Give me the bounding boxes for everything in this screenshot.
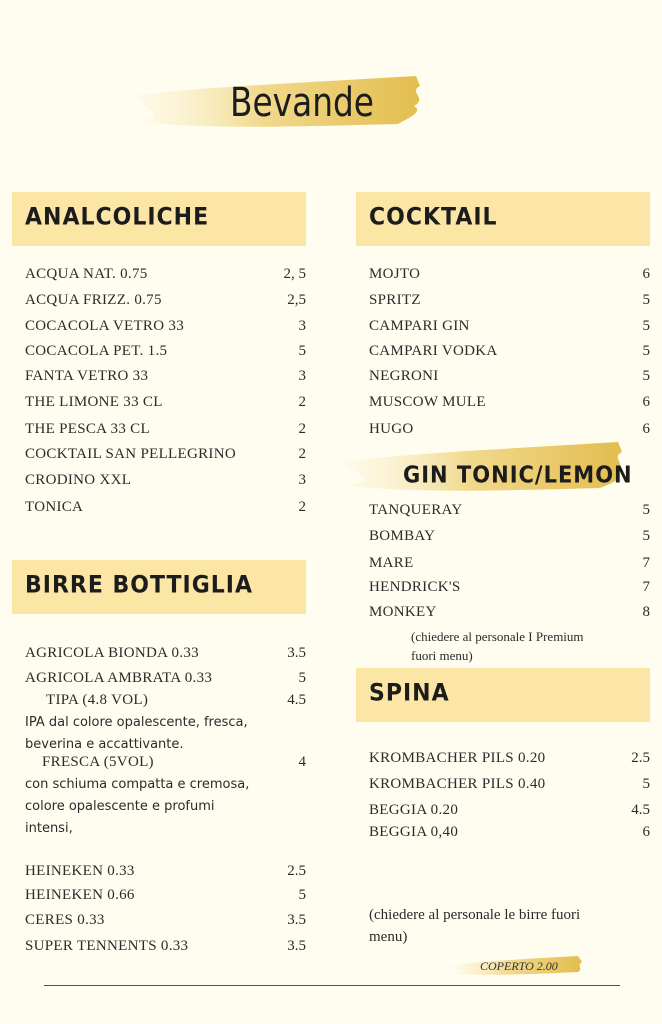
list-item: SUPER TENNENTS 0.33 <box>25 938 189 954</box>
item-price: 5 <box>298 670 306 686</box>
item-price: 2.5 <box>631 750 650 766</box>
gin-note: fuori menu) <box>411 648 473 663</box>
item-price: 5 <box>298 887 306 903</box>
list-item: MARE <box>369 555 414 571</box>
list-item: KROMBACHER PILS 0.40 <box>369 776 546 792</box>
item-price: 2.5 <box>287 863 306 879</box>
section-title-gin: GIN TONIC/LEMON <box>403 461 633 489</box>
item-price: 6 <box>642 824 650 840</box>
list-item: BEGGIA 0,40 <box>369 824 459 840</box>
item-description: intensi, <box>25 821 73 836</box>
item-price: 3.5 <box>287 938 306 954</box>
item-price: 3.5 <box>287 912 306 928</box>
item-price: 5 <box>642 502 650 518</box>
list-item: HEINEKEN 0.33 <box>25 863 135 879</box>
section-title-cocktail: COCKTAIL <box>369 203 498 232</box>
list-item: TANQUERAY <box>369 502 463 518</box>
page-title: Bevande <box>230 80 374 126</box>
spina-note <box>369 904 580 948</box>
list-item: NEGRONI <box>369 368 439 384</box>
list-item: THE PESCA 33 CL <box>25 421 150 437</box>
item-price: 5 <box>642 318 650 334</box>
list-item: TIPA (4.8 VOL) <box>46 692 149 708</box>
list-item: COCACOLA PET. 1.5 <box>25 343 168 359</box>
item-price: 5 <box>642 292 650 308</box>
list-item: KROMBACHER PILS 0.20 <box>369 750 546 766</box>
item-price: 3.5 <box>287 645 306 661</box>
list-item: HENDRICK'S <box>369 579 461 595</box>
item-price: 7 <box>642 555 650 571</box>
item-price: 6 <box>642 421 650 437</box>
list-item: BEGGIA 0.20 <box>369 802 459 818</box>
list-item: AGRICOLA AMBRATA 0.33 <box>25 670 213 686</box>
spina-note-line: (chiedere al personale le birre fuori <box>369 907 581 923</box>
item-price: 3 <box>298 472 306 488</box>
item-price: 2 <box>298 499 306 515</box>
list-item: MONKEY <box>369 604 437 620</box>
item-price: 7 <box>642 579 650 595</box>
list-item: MUSCOW MULE <box>369 394 486 410</box>
item-price: 2 <box>298 394 306 410</box>
bottom-divider <box>44 985 620 986</box>
item-price: 5 <box>642 343 650 359</box>
item-price: 5 <box>642 528 650 544</box>
list-item: CAMPARI GIN <box>369 318 470 334</box>
list-item: COCKTAIL SAN PELLEGRINO <box>25 446 236 462</box>
gin-note: (chiedere al personale I Premium <box>411 629 584 644</box>
item-price: 3 <box>298 368 306 384</box>
item-price: 5 <box>642 776 650 792</box>
item-price: 4 <box>298 754 306 770</box>
list-item: CERES 0.33 <box>25 912 105 928</box>
item-price: 8 <box>642 604 650 620</box>
item-description: con schiuma compatta e cremosa, <box>25 777 250 792</box>
list-item: FRESCA (5VOL) <box>42 754 154 770</box>
item-description: IPA dal colore opalescente, fresca, <box>25 715 248 730</box>
list-item: SPRITZ <box>369 292 421 308</box>
section-title-birre: BIRRE BOTTIGLIA <box>25 571 253 600</box>
spina-note-line: menu) <box>369 929 408 945</box>
coperto-label: COPERTO 2.00 <box>480 959 558 973</box>
item-price: 2 <box>298 421 306 437</box>
item-description: colore opalescente e profumi <box>25 799 215 814</box>
item-price: 5 <box>642 368 650 384</box>
list-item: ACQUA NAT. 0.75 <box>25 266 148 282</box>
section-title-spina: SPINA <box>369 679 450 708</box>
item-description: beverina e accattivante. <box>25 737 184 752</box>
item-price: 2, 5 <box>283 266 306 282</box>
item-price: 2 <box>298 446 306 462</box>
list-item: BOMBAY <box>369 528 436 544</box>
list-item: TONICA <box>25 499 84 515</box>
list-item: THE LIMONE 33 CL <box>25 394 163 410</box>
list-item: HEINEKEN 0.66 <box>25 887 135 903</box>
item-price: 5 <box>298 343 306 359</box>
list-item: ACQUA FRIZZ. 0.75 <box>25 292 162 308</box>
section-title-analcoliche: ANALCOLICHE <box>25 203 210 232</box>
item-price: 2,5 <box>287 292 306 308</box>
list-item: FANTA VETRO 33 <box>25 368 149 384</box>
list-item: COCACOLA VETRO 33 <box>25 318 185 334</box>
item-price: 3 <box>298 318 306 334</box>
list-item: MOJTO <box>369 266 421 282</box>
list-item: CRODINO XXL <box>25 472 132 488</box>
item-price: 6 <box>642 394 650 410</box>
item-price: 6 <box>642 266 650 282</box>
list-item: CAMPARI VODKA <box>369 343 498 359</box>
list-item: HUGO <box>369 421 414 437</box>
list-item: AGRICOLA BIONDA 0.33 <box>25 645 199 661</box>
item-price: 4.5 <box>287 692 306 708</box>
item-price: 4.5 <box>631 802 650 818</box>
